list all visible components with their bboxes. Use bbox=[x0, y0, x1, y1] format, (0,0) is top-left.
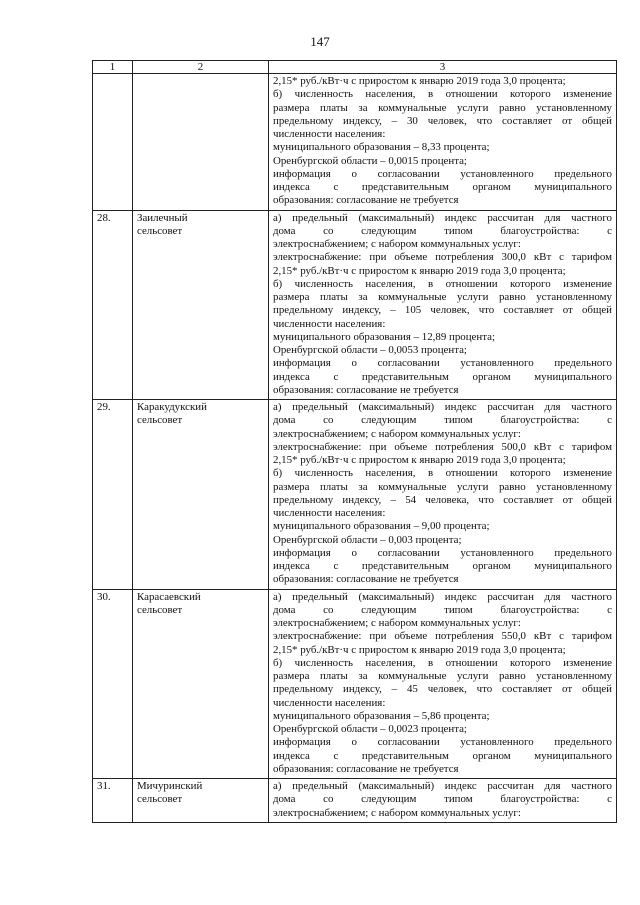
text-line: электроснабжение: при объеме потребления 500,0 кВт с тарифом bbox=[273, 440, 612, 453]
row-number: 28. bbox=[93, 210, 133, 400]
municipality-name-line: сельсовет bbox=[137, 603, 183, 616]
text-line: дома со следующим типом благоустройства: с bbox=[273, 414, 612, 427]
text-line: образования: согласование не требуется bbox=[273, 573, 459, 586]
header-col-2: 2 bbox=[133, 61, 269, 74]
text-line: б) численность населения, в отношении которого изменение bbox=[273, 88, 612, 101]
text-line: индекса с представительным органом муниципального bbox=[273, 181, 612, 193]
text-line: дома со следующим типом благоустройства: с bbox=[273, 793, 612, 806]
municipality-name bbox=[133, 779, 269, 823]
continuation-row bbox=[93, 74, 617, 211]
table-body bbox=[93, 61, 617, 823]
row-number: 30. bbox=[93, 589, 133, 779]
header-col-1: 1 bbox=[93, 61, 133, 74]
text-line: размера платы за коммунальные услуги равно установленному bbox=[273, 480, 612, 493]
text-line: б) численность населения, в отношении которого изменение bbox=[273, 467, 612, 480]
text-line: электроснабжением; с набором коммунальных услуг: bbox=[273, 427, 521, 440]
text-line: предельному индексу, – 45 человек, что составляет от общей bbox=[273, 683, 612, 696]
municipality-name-line: сельсовет bbox=[137, 793, 183, 806]
text-line: а) предельный (максимальный) индекс рассчитан для частного bbox=[273, 211, 612, 224]
index-description bbox=[269, 589, 617, 779]
table-header-row bbox=[93, 61, 617, 74]
text-line: информация о согласовании установленного предельного bbox=[273, 167, 612, 180]
text-line: муниципального образования – 5,86 процента; bbox=[273, 709, 490, 722]
text-line: дома со следующим типом благоустройства: с bbox=[273, 603, 612, 616]
continuation-name-cell bbox=[133, 74, 269, 211]
page-number: 147 bbox=[310, 34, 330, 49]
text-line: образования: согласование не требуется bbox=[273, 194, 459, 207]
text-line: Оренбургской области – 0,0023 процента; bbox=[273, 723, 467, 735]
municipality-name bbox=[133, 400, 269, 590]
text-line: индекса с представительным органом муниципального bbox=[273, 370, 612, 383]
text-line: Оренбургской области – 0,0053 процента; bbox=[273, 344, 467, 356]
continuation-text-cell bbox=[269, 74, 617, 211]
text-line: муниципального образования – 9,00 процента; bbox=[273, 520, 490, 533]
text-line: информация о согласовании установленного предельного bbox=[273, 357, 612, 370]
text-line: муниципального образования – 12,89 процента; bbox=[273, 330, 495, 343]
municipality-name-line: Мичуринский bbox=[137, 780, 203, 792]
text-line: информация о согласовании установленного предельного bbox=[273, 546, 612, 559]
text-line: предельному индексу, – 54 человека, что составляет от общей bbox=[273, 493, 612, 506]
text-line: образования: согласование не требуется bbox=[273, 383, 459, 396]
index-description bbox=[269, 210, 617, 400]
tariff-index-table bbox=[92, 60, 617, 823]
text-line: б) численность населения, в отношении которого изменение bbox=[273, 656, 612, 669]
municipality-name-line: сельсовет bbox=[137, 224, 183, 237]
text-line: а) предельный (максимальный) индекс рассчитан для частного bbox=[273, 401, 612, 413]
text-line: Оренбургской области – 0,0015 процента; bbox=[273, 154, 467, 167]
index-description bbox=[269, 779, 617, 823]
text-line: муниципального образования – 8,33 процента; bbox=[273, 141, 490, 154]
index-description bbox=[269, 400, 617, 590]
municipality-name bbox=[133, 210, 269, 400]
table-row bbox=[93, 210, 617, 400]
municipality-name-line: сельсовет bbox=[137, 414, 183, 427]
continuation-num-cell bbox=[93, 74, 133, 211]
text-line: численности населения: bbox=[273, 128, 386, 140]
text-line: 2,15* руб./кВт·ч с приростом к январю 2019 года 3,0 процента; bbox=[273, 75, 566, 87]
text-line: предельному индексу, – 30 человек, что составляет от общей bbox=[273, 114, 612, 127]
text-line: размера платы за коммунальные услуги равно установленному bbox=[273, 670, 612, 682]
text-line: а) предельный (максимальный) индекс рассчитан для частного bbox=[273, 780, 612, 792]
text-line: 2,15* руб./кВт·ч с приростом к январю 2019 года 3,0 процента; bbox=[273, 454, 566, 466]
row-number: 31. bbox=[93, 779, 133, 823]
text-line: образования: согласование не требуется bbox=[273, 762, 459, 775]
text-line: электроснабжение: при объеме потребления 550,0 кВт с тарифом bbox=[273, 630, 612, 643]
table-row bbox=[93, 589, 617, 779]
text-line: индекса с представительным органом муниципального bbox=[273, 749, 612, 762]
text-line: численности населения: bbox=[273, 317, 386, 330]
text-line: электроснабжением; с набором коммунальных услуг: bbox=[273, 806, 521, 819]
municipality-name-line: Заилечный bbox=[137, 211, 188, 224]
text-line: б) численность населения, в отношении которого изменение bbox=[273, 277, 612, 290]
text-line: дома со следующим типом благоустройства: с bbox=[273, 224, 612, 237]
text-line: размера платы за коммунальные услуги равно установленному bbox=[273, 291, 612, 303]
text-line: Оренбургской области – 0,003 процента; bbox=[273, 533, 462, 546]
table-row bbox=[93, 779, 617, 823]
text-line: 2,15* руб./кВт·ч с приростом к январю 2019 года 3,0 процента; bbox=[273, 643, 566, 656]
municipality-name-line: Карасаевский bbox=[137, 590, 201, 603]
header-col-3: 3 bbox=[269, 61, 617, 74]
text-line: информация о согласовании установленного предельного bbox=[273, 736, 612, 749]
text-line: электроснабжение: при объеме потребления 300,0 кВт с тарифом bbox=[273, 251, 612, 264]
row-number: 29. bbox=[93, 400, 133, 590]
text-line: электроснабжением; с набором коммунальных услуг: bbox=[273, 238, 521, 250]
text-line: численности населения: bbox=[273, 696, 386, 709]
municipality-name-line: Каракудукский bbox=[137, 401, 207, 413]
text-line: численности населения: bbox=[273, 507, 386, 519]
text-line: а) предельный (максимальный) индекс рассчитан для частного bbox=[273, 590, 612, 603]
text-line: размера платы за коммунальные услуги равно установленному bbox=[273, 101, 612, 114]
text-line: электроснабжением; с набором коммунальных услуг: bbox=[273, 617, 521, 629]
text-line: индекса с представительным органом муниципального bbox=[273, 560, 612, 572]
municipality-name bbox=[133, 589, 269, 779]
text-line: 2,15* руб./кВт·ч с приростом к январю 2019 года 3,0 процента; bbox=[273, 264, 566, 277]
table-row bbox=[93, 400, 617, 590]
text-line: предельному индексу, – 105 человек, что составляет от общей bbox=[273, 304, 612, 317]
